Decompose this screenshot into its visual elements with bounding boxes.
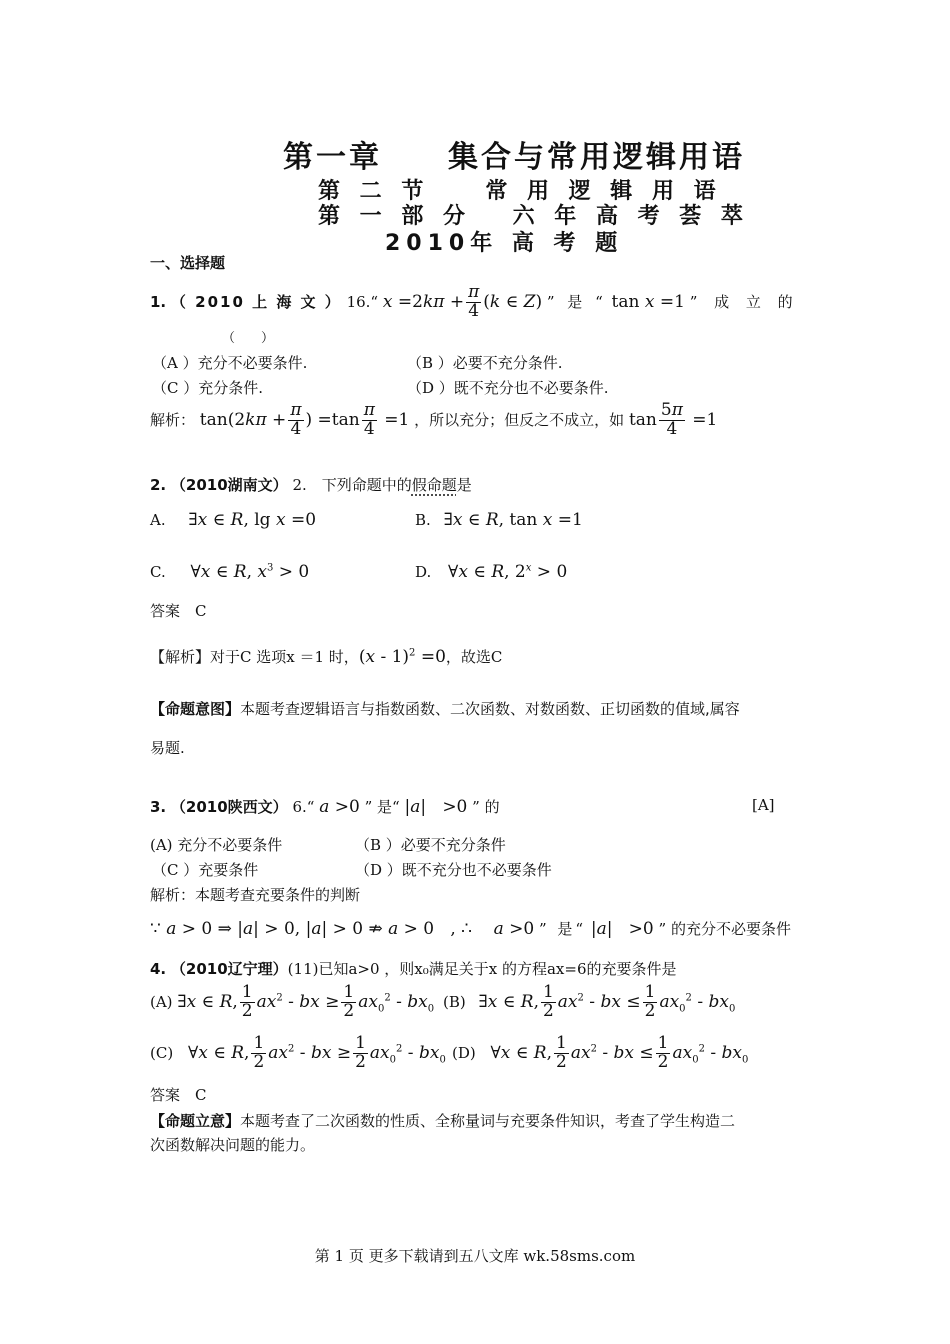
question-4-option-c <box>150 1035 446 1072</box>
question-1-suffix: ” 成 立 的 <box>689 292 799 311</box>
question-1-analysis-label: 解析： <box>150 410 196 429</box>
question-2-option-a-formula: ∃x ∈ R, lg x =0 <box>188 510 317 530</box>
question-4-option-b-label: (B) <box>443 992 466 1011</box>
question-1-mid: ” 是 “ <box>546 292 607 311</box>
question-2-intent <box>150 698 740 719</box>
question-3-answer-bracket: [A] <box>752 796 775 814</box>
question-1-number: 1. <box>150 292 167 311</box>
question-2-suffix: 是 <box>456 476 472 494</box>
question-3-analysis: 解析：本题考查充要条件的判断 <box>150 886 361 904</box>
question-4-option-c-label: (C) <box>150 1043 174 1062</box>
question-2-intent-label: 【命题意图】 <box>150 700 241 718</box>
question-3-prefix: 6.“ <box>292 798 315 816</box>
question-2-explanation-label: 【解析】 <box>150 648 211 666</box>
question-4-option-c-formula: ∀x ∈ R, $\frac{1}{2}$ $ax^2$ - bx ≥ $\frac{1}{2}$ $ax_0^2 - bx_0$ <box>187 1033 446 1072</box>
question-3-option-d: （D ）既不充分也不必要条件 <box>355 861 552 879</box>
part-title: 第 一 部 分 六 年 高 考 荟 萃 <box>318 204 749 229</box>
question-1-blank: （ ） <box>222 331 275 346</box>
question-2-stem <box>150 474 472 495</box>
page-footer: 第 1 页 更多下载请到五八文库 wk.58sms.com <box>314 1247 636 1265</box>
question-1-stem <box>150 284 799 321</box>
question-2-option-c <box>150 562 309 582</box>
question-2-option-b-label: B. <box>415 511 431 529</box>
question-2-explanation-text2: ，故选C <box>445 648 503 666</box>
question-2-number: 2. <box>150 476 167 494</box>
question-2-option-c-label: C. <box>150 563 166 581</box>
question-3-proof-formula: ∵ a > 0 ⇒ |a| > 0, |a| > 0 ⇏ a > 0 , ∴ a >0 <box>150 919 535 939</box>
question-4-option-a-formula: ∃x ∈ R, $\frac{1}{2}$ $ax^2$ - bx ≥ $\frac{1}{2}$ $ax_0^2 - bx_0$ <box>177 982 435 1021</box>
question-4-option-b <box>443 984 735 1021</box>
question-3-number: 3. <box>150 798 167 816</box>
question-1-counterexample: tan $\frac{5\pi}{4}$ =1 <box>628 400 718 439</box>
question-3-formula-a: a >0 <box>319 797 360 817</box>
question-4-option-d <box>452 1035 748 1072</box>
question-3-source: （2010陕西文） <box>170 798 288 816</box>
question-4-option-a <box>150 984 434 1021</box>
question-1-option-b: （B ）必要不充分条件. <box>407 354 563 372</box>
question-2-emphasis: 假命题 <box>411 476 457 494</box>
question-1-analysis-formula: tan(2kπ + $\frac{\pi}{4}$ ) =tan $\frac{\pi}{4}$ =1 <box>199 400 410 439</box>
question-1-source: （ 2010 上 海 文 ） <box>170 292 342 311</box>
question-4-option-d-formula: ∀x ∈ R, $\frac{1}{2}$ $ax^2$ - bx ≤ $\frac{1}{2}$ $ax_0^2 - bx_0$ <box>490 1033 749 1072</box>
question-3-mid: ” 是“ <box>364 798 400 816</box>
question-3-conclusion-suffix: ” 的充分不必要条件 <box>658 920 791 938</box>
question-4-intent-text: 本题考查了二次函数的性质、全称量词与充要条件知识，考查了学生构造二 <box>240 1112 736 1130</box>
question-1-prefix: 16.“ <box>346 292 379 311</box>
question-2-option-c-formula: ∀x ∈ R, $x^3 > 0$ <box>190 562 310 582</box>
question-2-option-a-label: A. <box>150 511 166 529</box>
question-2-option-d <box>415 562 567 582</box>
question-3-option-a: (A) 充分不必要条件 <box>150 836 283 854</box>
question-1-formula: x =2kπ + $\frac{\pi}{4}$ (k ∈ Z) <box>382 282 543 321</box>
question-2-prefix: 2. 下列命题中的 <box>292 476 412 494</box>
question-1-option-d: （D ）既不充分也不必要条件. <box>407 379 609 397</box>
question-3-proof <box>150 918 791 939</box>
question-1-option-c: （C ）充分条件. <box>152 379 264 397</box>
question-3-option-c: （C ）充要条件 <box>152 861 259 879</box>
question-3-formula-b: |a| >0 <box>404 797 468 817</box>
question-4-text: (11)已知a>0 ，则x₀满足关于x 的方程ax=6的充要条件是 <box>287 960 677 978</box>
question-2-option-a <box>150 510 316 530</box>
question-2-option-d-label: D. <box>415 563 432 581</box>
question-3-conclusion-mid: ” 是“ <box>538 920 587 938</box>
question-2-intent-text: 本题考查逻辑语言与指数函数、二次函数、对数函数、正切函数的值域,属容 <box>240 700 740 718</box>
question-4-number: 4. <box>150 960 167 978</box>
section-title: 第 二 节 常 用 逻 辑 用 语 <box>318 179 722 204</box>
question-2-source: （2010湖南文） <box>170 476 288 494</box>
question-4-stem <box>150 958 677 979</box>
question-2-option-b-formula: ∃x ∈ R, tan x =1 <box>443 510 583 530</box>
question-4-intent-label: 【命题立意】 <box>150 1112 241 1130</box>
question-1-condition: tan x =1 <box>611 291 685 312</box>
question-2-explanation-text1: 对于C 选项x ＝1 时， <box>210 648 359 666</box>
question-4-intent <box>150 1110 735 1131</box>
question-2-intent-cont: 易题. <box>150 739 185 757</box>
question-4-source: （2010辽宁理） <box>170 960 288 978</box>
question-2-option-b <box>415 510 583 530</box>
question-1-analysis <box>150 402 717 439</box>
question-3-suffix: ” 的 <box>472 798 500 816</box>
question-3-stem <box>150 796 500 817</box>
question-2-explanation-formula: (x - 1)$^2$ =0 <box>358 647 446 667</box>
question-4-answer: 答案 C <box>150 1086 207 1104</box>
question-3-option-b: （B ）必要不充分条件 <box>355 836 506 854</box>
question-3-conclusion-formula: |a| >0 <box>590 919 654 939</box>
section-heading: 一、选择题 <box>150 254 226 272</box>
question-2-explanation <box>150 646 502 667</box>
question-4-option-b-formula: ∃x ∈ R, $\frac{1}{2}$ $ax^2$ - bx ≤ $\frac{1}{2}$ $ax_0^2 - bx_0$ <box>478 982 736 1021</box>
question-4-option-d-label: (D) <box>452 1043 476 1062</box>
question-1-option-a: （A ）充分不必要条件. <box>152 354 308 372</box>
chapter-title: 第一章 集合与常用逻辑用语 <box>283 140 745 175</box>
question-1-analysis-text: ，所以充分；但反之不成立，如 <box>414 410 625 429</box>
question-4-intent-cont: 次函数解决问题的能力。 <box>150 1136 316 1154</box>
year-title: 2010年 高 考 题 <box>385 231 624 256</box>
question-2-answer: 答案 C <box>150 602 207 620</box>
question-4-option-a-label: (A) <box>150 992 173 1011</box>
question-2-option-d-formula: ∀x ∈ R, $2^x > 0$ <box>448 562 568 582</box>
